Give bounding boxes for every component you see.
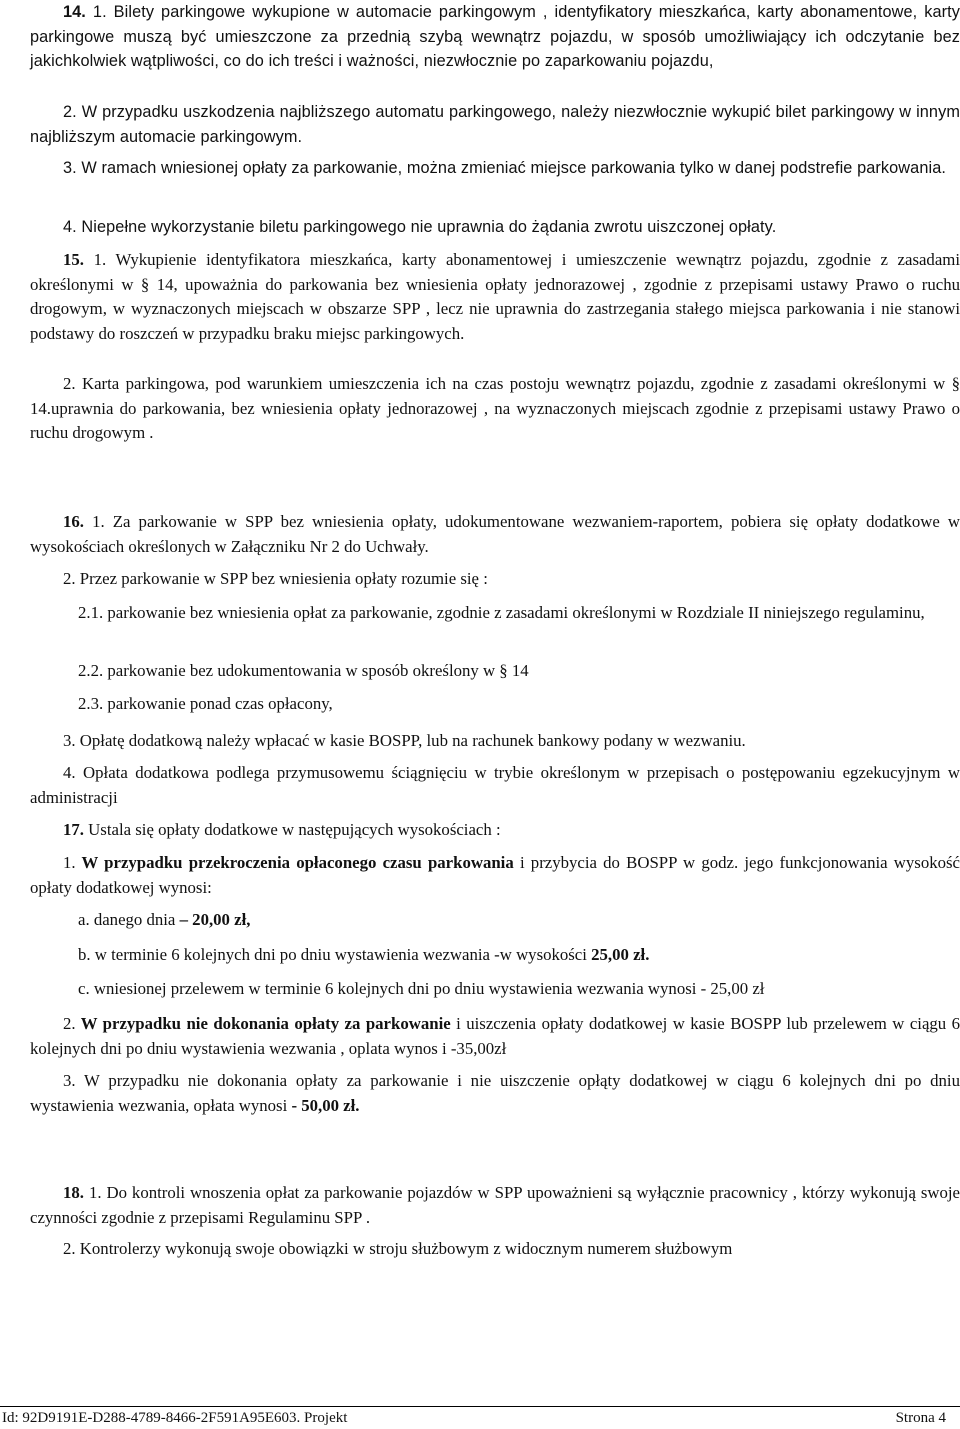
section-17-p2-bold: W przypadku nie dokonania opłaty za parkowanie [75, 1014, 451, 1033]
page-number: Strona 4 [895, 1410, 946, 1426]
section-14-paragraph-2 [30, 100, 960, 149]
section-16-p23-num: 2.3. [78, 694, 104, 713]
section-18-p2-num: 2. [63, 1239, 76, 1258]
document-id: Id: 92D9191E-D288-4789-8466-2F591A95E603. Projekt [2, 1410, 348, 1426]
section-16-p2-text: Przez parkowanie w SPP bez wniesienia opłaty rozumie się : [75, 569, 488, 588]
section-14-p2-text: W przypadku uszkodzenia najbliższego automatu parkingowego, należy niezwłocznie wykupić bilet parkingowy w innym najbliższym automacie parkingowym. [30, 103, 960, 146]
section-17-paragraph-3 [30, 1069, 960, 1118]
section-17-a-text: a. danego dnia [78, 910, 180, 929]
section-14-paragraph-1 [30, 0, 960, 74]
section-17-p3-bold: - 50,00 zł. [291, 1095, 360, 1115]
section-15-paragraph-1 [30, 248, 960, 346]
section-16-p21-text: parkowanie bez wniesienia opłat za parkowanie, zgodnie z zasadami określonymi w Rozdziale II niniejszego regulaminu, [103, 603, 925, 622]
section-14-p4-num: 4. [63, 218, 77, 236]
section-17-item-b [78, 943, 960, 968]
section-16-p2-num: 2. [63, 569, 76, 588]
section-16-paragraph-2 [30, 567, 960, 592]
section-17-intro-text: Ustala się opłaty dodatkowe w następujących wysokościach : [83, 820, 501, 839]
section-15-paragraph-2 [30, 372, 960, 446]
section-17-paragraph-1 [30, 851, 960, 900]
section-16-p23-text: parkowanie ponad czas opłacony, [103, 694, 333, 713]
section-17-item-a [78, 908, 960, 933]
section-16-p21-num: 2.1. [78, 603, 104, 622]
section-17-p1-num: 1. [63, 853, 76, 872]
section-16-p1-num: 1. [92, 512, 105, 531]
section-16-p4-num: 4. [63, 763, 76, 782]
section-15-p2-text: Karta parkingowa, pod warunkiem umieszczenia ich na czas postoju wewnątrz pojazdu, zgodnie z zasadami określonymi w § 14.uprawnia do parkowania, bez wniesienia opłaty jednorazowej , na wyznaczonych miejscach zgodnie z przepisami ustawy Prawo o ruchu drogowym . [30, 374, 960, 442]
section-17-item-c [78, 977, 960, 1002]
section-18-p1-num: 1. [88, 1183, 102, 1202]
section-16-p22-num: 2.2. [78, 661, 104, 680]
section-17-p1-rest: i przybycia do BOSPP w godz. jego funkcjonowania wysokość opłaty dodatkowej wynosi: [30, 853, 960, 897]
section-18-paragraph-1 [30, 1181, 960, 1230]
section-17-p2-num: 2. [63, 1014, 76, 1033]
section-14-p4-text: Niepełne wykorzystanie biletu parkingowego nie uprawnia do żądania zwrotu uiszczonej opłaty. [76, 218, 777, 236]
section-14-paragraph-3 [30, 156, 960, 181]
section-15-number: 15. [63, 250, 84, 269]
section-17-paragraph-2 [30, 1012, 960, 1061]
section-17-p3-num: 3. [63, 1071, 76, 1090]
section-17-p3-text: W przypadku nie dokonania opłaty za parkowanie i nie uiszczenie opłąty dodatkowej w ciągu 6 kolejnych dni po dniu wystawienia wezwania, opłata wynosi [30, 1071, 960, 1115]
section-16-paragraph-1 [30, 510, 960, 559]
section-18-paragraph-2 [30, 1237, 960, 1262]
section-17-intro [30, 818, 960, 843]
section-16-p4-text: Opłata dodatkowa podlega przymusowemu ściągnięciu w trybie określonym w przepisach o postępowaniu egzekucyjnym w administracji [30, 763, 960, 807]
section-18-p2-text: Kontrolerzy wykonują swoje obowiązki w stroju służbowym z widocznym numerem służbowym [75, 1239, 733, 1258]
section-17-a-bold: – 20,00 zł, [179, 910, 251, 929]
section-14-paragraph-4 [30, 215, 960, 240]
section-17-p1-bold: W przypadku przekroczenia opłaconego czasu parkowania [75, 853, 514, 872]
section-14-p1-num: 1. [92, 3, 107, 21]
section-14-p1-text: Bilety parkingowe wykupione w automacie parkingowym , identyfikatory mieszkańca, karty abonamentowe, karty parkingowe muszą być umieszczone za przednią szybą wewnątrz pojazdu, w sposób umożliwiający ich odczytanie bez jakichkolwiek wątpliwości, co do ich treści i ważności, niezwłocznie po zaparkowaniu pojazdu, [30, 3, 960, 70]
section-14-p3-num: 3. [63, 159, 77, 177]
page-footer [0, 1406, 960, 1429]
section-15-p1-text: Wykupienie identyfikatora mieszkańca, karty abonamentowej i umieszczenie wewnątrz pojazdu, zgodnie z zasadami określonymi w § 14, upoważnia do parkowania bez wniesienia opłaty jednorazowej , zgodnie z przepisami ustawy Prawo o ruchu drogowym, w wyznaczonych miejscach w obszarze SPP , lecz nie uprawnia do zastrzegania stałego miejsca parkowania i nie stanowi podstawy do roszczeń w przypadku braku miejsc parkingowych. [30, 250, 960, 343]
section-16-p3-num: 3. [63, 731, 76, 750]
section-16-p3-text: Opłatę dodatkową należy wpłacać w kasie BOSPP, lub na rachunek bankowy podany w wezwaniu. [75, 731, 746, 750]
section-16-item-2-1 [30, 601, 960, 626]
section-17-number: 17. [63, 820, 84, 839]
section-16-item-2-2 [78, 659, 960, 684]
section-14-number: 14. [63, 3, 86, 21]
section-18-p1-text: Do kontroli wnoszenia opłat za parkowanie pojazdów w SPP upoważnieni są wyłącznie pracownicy , którzy wykonują swoje czynności zgodnie z przepisami Regulaminu SPP . [30, 1183, 960, 1227]
section-17-b-text: b. w terminie 6 kolejnych dni po dniu wystawienia wezwania -w wysokości [78, 945, 592, 964]
section-15-p1-num: 1. [93, 250, 107, 269]
section-17-p2-rest: i uiszczenia opłaty dodatkowej w kasie BOSPP lub przelewem w ciągu 6 kolejnych dni po dniu wystawienia wezwania , oplata wynos i -35,00zł [30, 1014, 960, 1058]
section-16-paragraph-4 [30, 761, 960, 810]
section-17-c-text: c. wniesionej przelewem w terminie 6 kolejnych dni po dniu wystawienia wezwania wynosi - 25,00 zł [78, 979, 765, 998]
section-16-number: 16. [63, 512, 84, 531]
section-17-b-bold: 25,00 zł. [591, 945, 650, 964]
section-16-p1-text: Za parkowanie w SPP bez wniesienia opłaty, udokumentowane wezwaniem-raportem, pobiera się opłaty dodatkowe w wysokościach określonych w Załączniku Nr 2 do Uchwały. [30, 512, 960, 556]
section-15-p2-num: 2. [63, 374, 76, 393]
section-16-item-2-3 [78, 692, 960, 717]
section-16-p22-text: parkowanie bez udokumentowania w sposób określony w § 14 [103, 661, 529, 680]
section-14-p2-num: 2. [63, 103, 77, 121]
section-18-number: 18. [63, 1183, 84, 1202]
section-14-p3-text: W ramach wniesionej opłaty za parkowanie, można zmieniać miejsce parkowania tylko w danej podstrefie parkowania. [76, 159, 946, 177]
section-16-paragraph-3 [30, 729, 960, 754]
